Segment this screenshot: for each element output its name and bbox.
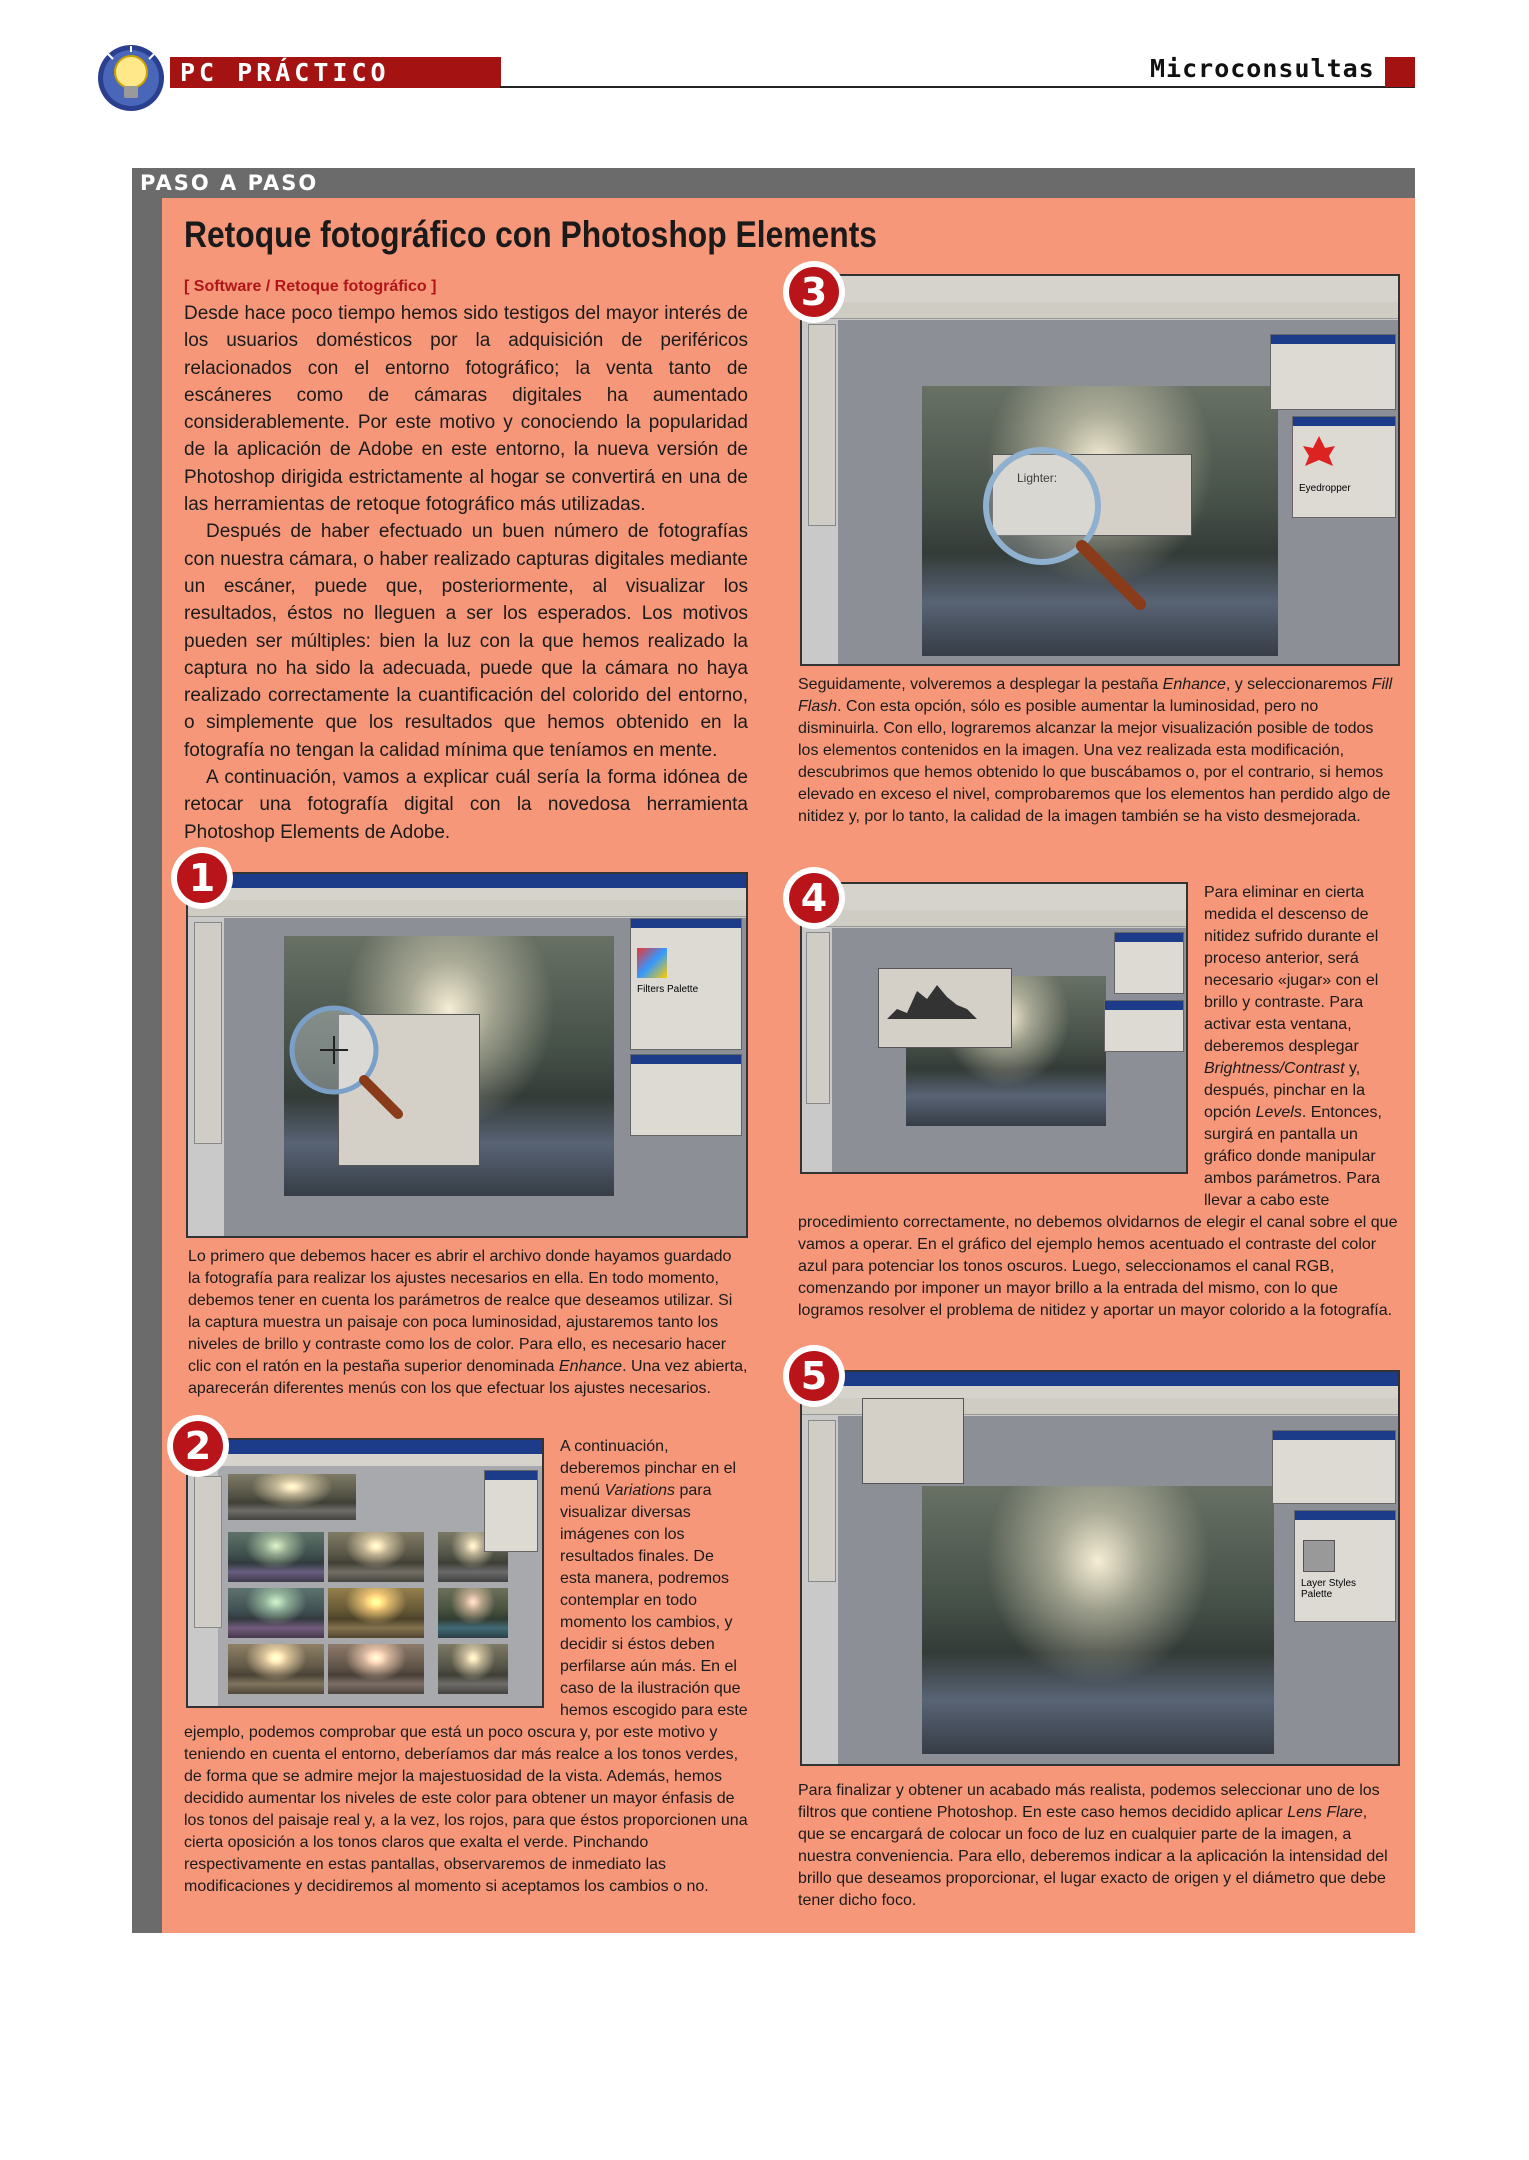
layer-styles-icon [1303, 1540, 1335, 1572]
step-1-screenshot [186, 872, 748, 1238]
step-4-caption: Para eliminar en cierta medida el descenso de nitidez sufrido durante el proceso anterior, será necesario «jugar» con el brillo y contraste. Para activar esta ventana, deberemos desplegar Brightness/Contrast y, después, pinchar en la opción Levels. Entonces, surgirá en pantalla un gráfico donde manipular ambos parámetros. Para llevar a cabo este procedimiento correctamente, no debemos olvidarnos de elegir el canal sobre el que vamos a operar. En el gráfico del ejemplo hemos acentuado el contraste del color azul para potenciar los tonos oscuros. Luego, seleccionamos el canal RGB, comenzando por imponer un mayor brillo a la entrada del mismo, con lo que logramos resolver el problema de nitidez y aportar un mayor colorido a la fotografía. [798, 884, 1398, 1319]
filters-palette: Filters Palette [630, 918, 742, 1050]
intro-paragraph: A continuación, vamos a explicar cuál sería la forma idónea de retocar una fotografía digital con la novedosa herramienta Photoshop Elements de Adobe. [184, 767, 748, 843]
step-1-badge: 1 [174, 850, 230, 906]
layers-palette [1272, 1430, 1396, 1504]
panel-header-bar [132, 168, 1415, 198]
toolbox-panel [194, 922, 222, 1144]
step-5-badge: 5 [786, 1348, 842, 1404]
article-title: Retoque fotográfico con Photoshop Elements [184, 214, 877, 255]
leaf-icon [1299, 432, 1339, 472]
lightbulb-logo-icon [88, 40, 174, 112]
filter-menu [862, 1398, 964, 1484]
magnifier-icon [286, 1002, 406, 1122]
section-title: PC PRÁCTICO [180, 58, 390, 87]
intro-paragraph: Después de haber efectuado un buen número de fotografías con nuestra cámara, o haber realizado capturas digitales mediante un escáner, puede que, posteriormente, al visualizar los resultados, éstos no lleguen a ser los esperados. Los motivos pueden ser múltiples: bien la luz con la que hemos realizado la captura no ha sido la adecuada, puede que la cámara no haya realizado correctamente la cuantificación del colorido del entorno, o simplemente que los resultados que hemos obtenido en la fotografía no tengan la calidad mínima que teníamos en mente. [184, 521, 748, 761]
panel-side-bar [132, 198, 162, 1933]
step-4-badge: 4 [786, 870, 842, 926]
intro-text [184, 300, 748, 846]
step-2-caption: A continuación, deberemos pinchar en el menú Variations para visualizar diversas imágenes con los resultados finales. De esta manera, podremos contemplar en todo momento los cambios, y decidir si éstos deben perfilarse aún más. En el caso de la ilustración que hemos escogido para este ejemplo, podemos comprobar que está un poco oscura y, por este motivo y teniendo en cuenta el entorno, deberíamos dar más realce a los tonos verdes, de forma que se admire mejor la majestuosidad de la vista. Además, hemos decidido aumentar los niveles de este color para obtener un mayor énfasis de los tonos del paisaje real y, a la vez, los rojos, para que éstos proporcionen una cierta oposición a los tonos claros que exalta el verde. Pinchando respectivamente en estas pantallas, observaremos de inmediato las modificaciones y decidiremos al momento si aceptamos los cambios o no. [184, 1438, 748, 1895]
layers-palette [1270, 334, 1396, 410]
step-5-caption: Para finalizar y obtener un acabado más realista, podemos seleccionar uno de los filtros que contiene Photoshop. En este caso hemos decidido aplicar Lens Flare, que se encargará de colocar un foco de luz en cualquier parte de la imagen, a nuestra conveniencia. Para ello, deberemos indicar a la aplicación la intensidad del brillo que deseamos proporcionar, el lugar exacto de origen y el diámetro que debe tener dicho foco. [798, 1782, 1388, 1909]
toolbox-panel [808, 324, 836, 526]
article-category: [ Software / Retoque fotográfico ] [184, 278, 437, 295]
eyedropper-palette: Eyedropper [1292, 416, 1396, 518]
step-1-caption: Lo primero que debemos hacer es abrir el archivo donde hayamos guardado la fotografía para realizar los ajustes necesarios en ella. En todo momento, debemos tener en cuenta los parámetros de realce que deseamos utilizar. Si la captura muestra un paisaje con poca luminosidad, ajustaremos tanto los niveles de brillo y contraste como los de color. Para ello, es necesario hacer clic con el ratón en la pestaña superior denominada Enhance. Una vez abierta, aparecerán diferentes menús con los que efectuar los ajustes necesarios. [188, 1248, 748, 1397]
column-title: Microconsultas [1150, 54, 1375, 83]
forest-photo [922, 1486, 1274, 1754]
step-2-badge: 2 [170, 1418, 226, 1474]
layers-palette [630, 1054, 742, 1136]
step-5-screenshot [800, 1370, 1400, 1766]
step-3-badge: 3 [786, 264, 842, 320]
step-3-caption: Seguidamente, volveremos a desplegar la pestaña Enhance, y seleccionaremos Fill Flash. Con esta opción, sólo es posible aumentar la luminosidad, pero no disminuirla. Con ello, lograremos alcanzar la mejor visualización posible de todos los elementos contenidos en la imagen. Una vez realizada esta modificación, descubrimos que hemos obtenido lo que buscábamos o, por el contrario, si hemos elevado en exceso el nivel, comprobaremos que los elementos han perdido algo de nitidez y, por lo tanto, la calidad de la imagen también se ha visto desmejorada. [798, 676, 1393, 825]
header-rule [500, 86, 1415, 88]
header-accent-box [1385, 57, 1415, 87]
intro-paragraph: Desde hace poco tiempo hemos sido testigos del mayor interés de los usuarios domésticos por la adquisición de periféricos relacionados con el entorno fotográfico; la venta tanto de escáneres como de cámaras digitales ha aumentado considerablemente. Por este motivo y conociendo la popularidad de la aplicación de Adobe en este entorno, la nueva versión de Photoshop dirigida estrictamente al hogar se convertirá en una de las herramientas de retoque fotográfico más utilizadas. [184, 303, 748, 516]
step-3-screenshot [800, 274, 1400, 666]
magnifier-icon [980, 444, 1150, 614]
layer-styles-palette: Layer Styles Palette [1294, 1510, 1396, 1622]
panel-label: PASO A PASO [140, 171, 319, 195]
toolbox-panel [808, 1420, 836, 1582]
